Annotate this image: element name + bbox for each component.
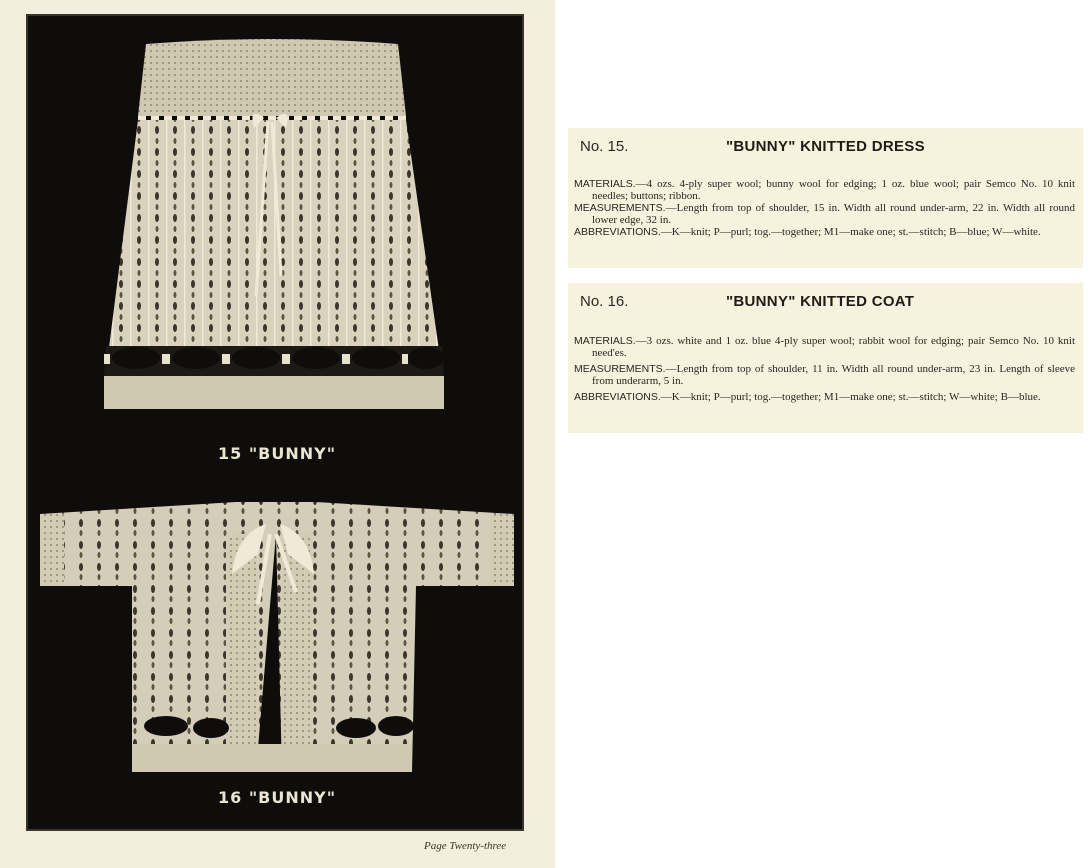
abbreviations-line bbox=[574, 226, 1075, 238]
abbreviations-line bbox=[574, 391, 1075, 403]
pattern-title: "BUNNY" KNITTED DRESS bbox=[726, 138, 925, 155]
pattern-header bbox=[574, 134, 1075, 158]
materials-line bbox=[574, 178, 1075, 202]
bunny-coat-image bbox=[36, 494, 516, 774]
materials-line bbox=[574, 335, 1075, 359]
materials-text: —4 ozs. 4-ply super wool; bunny wool for edging; 1 oz. blue wool; pair Semco No. 10 knit needles; buttons; ribbon. bbox=[592, 178, 1075, 202]
caption-15: 15 "BUNNY" bbox=[218, 444, 337, 463]
materials-heading: MATERIALS. bbox=[574, 335, 636, 347]
pattern-number: No. 15. bbox=[580, 138, 629, 155]
abbreviations-heading: ABBREVIATIONS. bbox=[574, 391, 661, 403]
caption-16: 16 "BUNNY" bbox=[218, 788, 337, 807]
pattern-specs bbox=[574, 178, 1075, 238]
measurements-text: —Length from top of shoulder, 15 in. Width all round under-arm, 22 in. Width all round lower edge, 32 in. bbox=[592, 202, 1075, 226]
measurements-heading: MEASUREMENTS. bbox=[574, 363, 666, 375]
measurements-line bbox=[574, 202, 1075, 226]
pattern-title: "BUNNY" KNITTED COAT bbox=[726, 293, 915, 310]
pattern-16-panel bbox=[568, 283, 1083, 433]
pattern-header bbox=[574, 289, 1075, 313]
pattern-15-panel bbox=[568, 128, 1083, 268]
measurements-heading: MEASUREMENTS. bbox=[574, 202, 666, 214]
bunny-dress-image bbox=[76, 36, 468, 411]
abbreviations-text: —K—knit; P—purl; tog.—together; M1—make one; st.—stitch; W—white; B—blue. bbox=[660, 391, 1041, 403]
materials-text: —3 ozs. white and 1 oz. blue 4-ply super wool; rabbit wool for edging; pair Semco No. 10 knit need'es. bbox=[592, 335, 1075, 359]
pattern-specs bbox=[574, 335, 1075, 403]
page-number: Page Twenty-three bbox=[424, 840, 507, 852]
pattern-number: No. 16. bbox=[580, 293, 629, 310]
abbreviations-text: —K—knit; P—purl; tog.—together; M1—make one; st.—stitch; B—blue; W—white. bbox=[660, 226, 1041, 238]
garment-photo bbox=[26, 14, 524, 831]
abbreviations-heading: ABBREVIATIONS. bbox=[574, 226, 661, 238]
materials-heading: MATERIALS. bbox=[574, 178, 636, 190]
measurements-line bbox=[574, 363, 1075, 387]
measurements-text: —Length from top of shoulder, 11 in. Width all round under-arm, 23 in. Length of sleeve from underarm, 5 in. bbox=[592, 363, 1075, 387]
